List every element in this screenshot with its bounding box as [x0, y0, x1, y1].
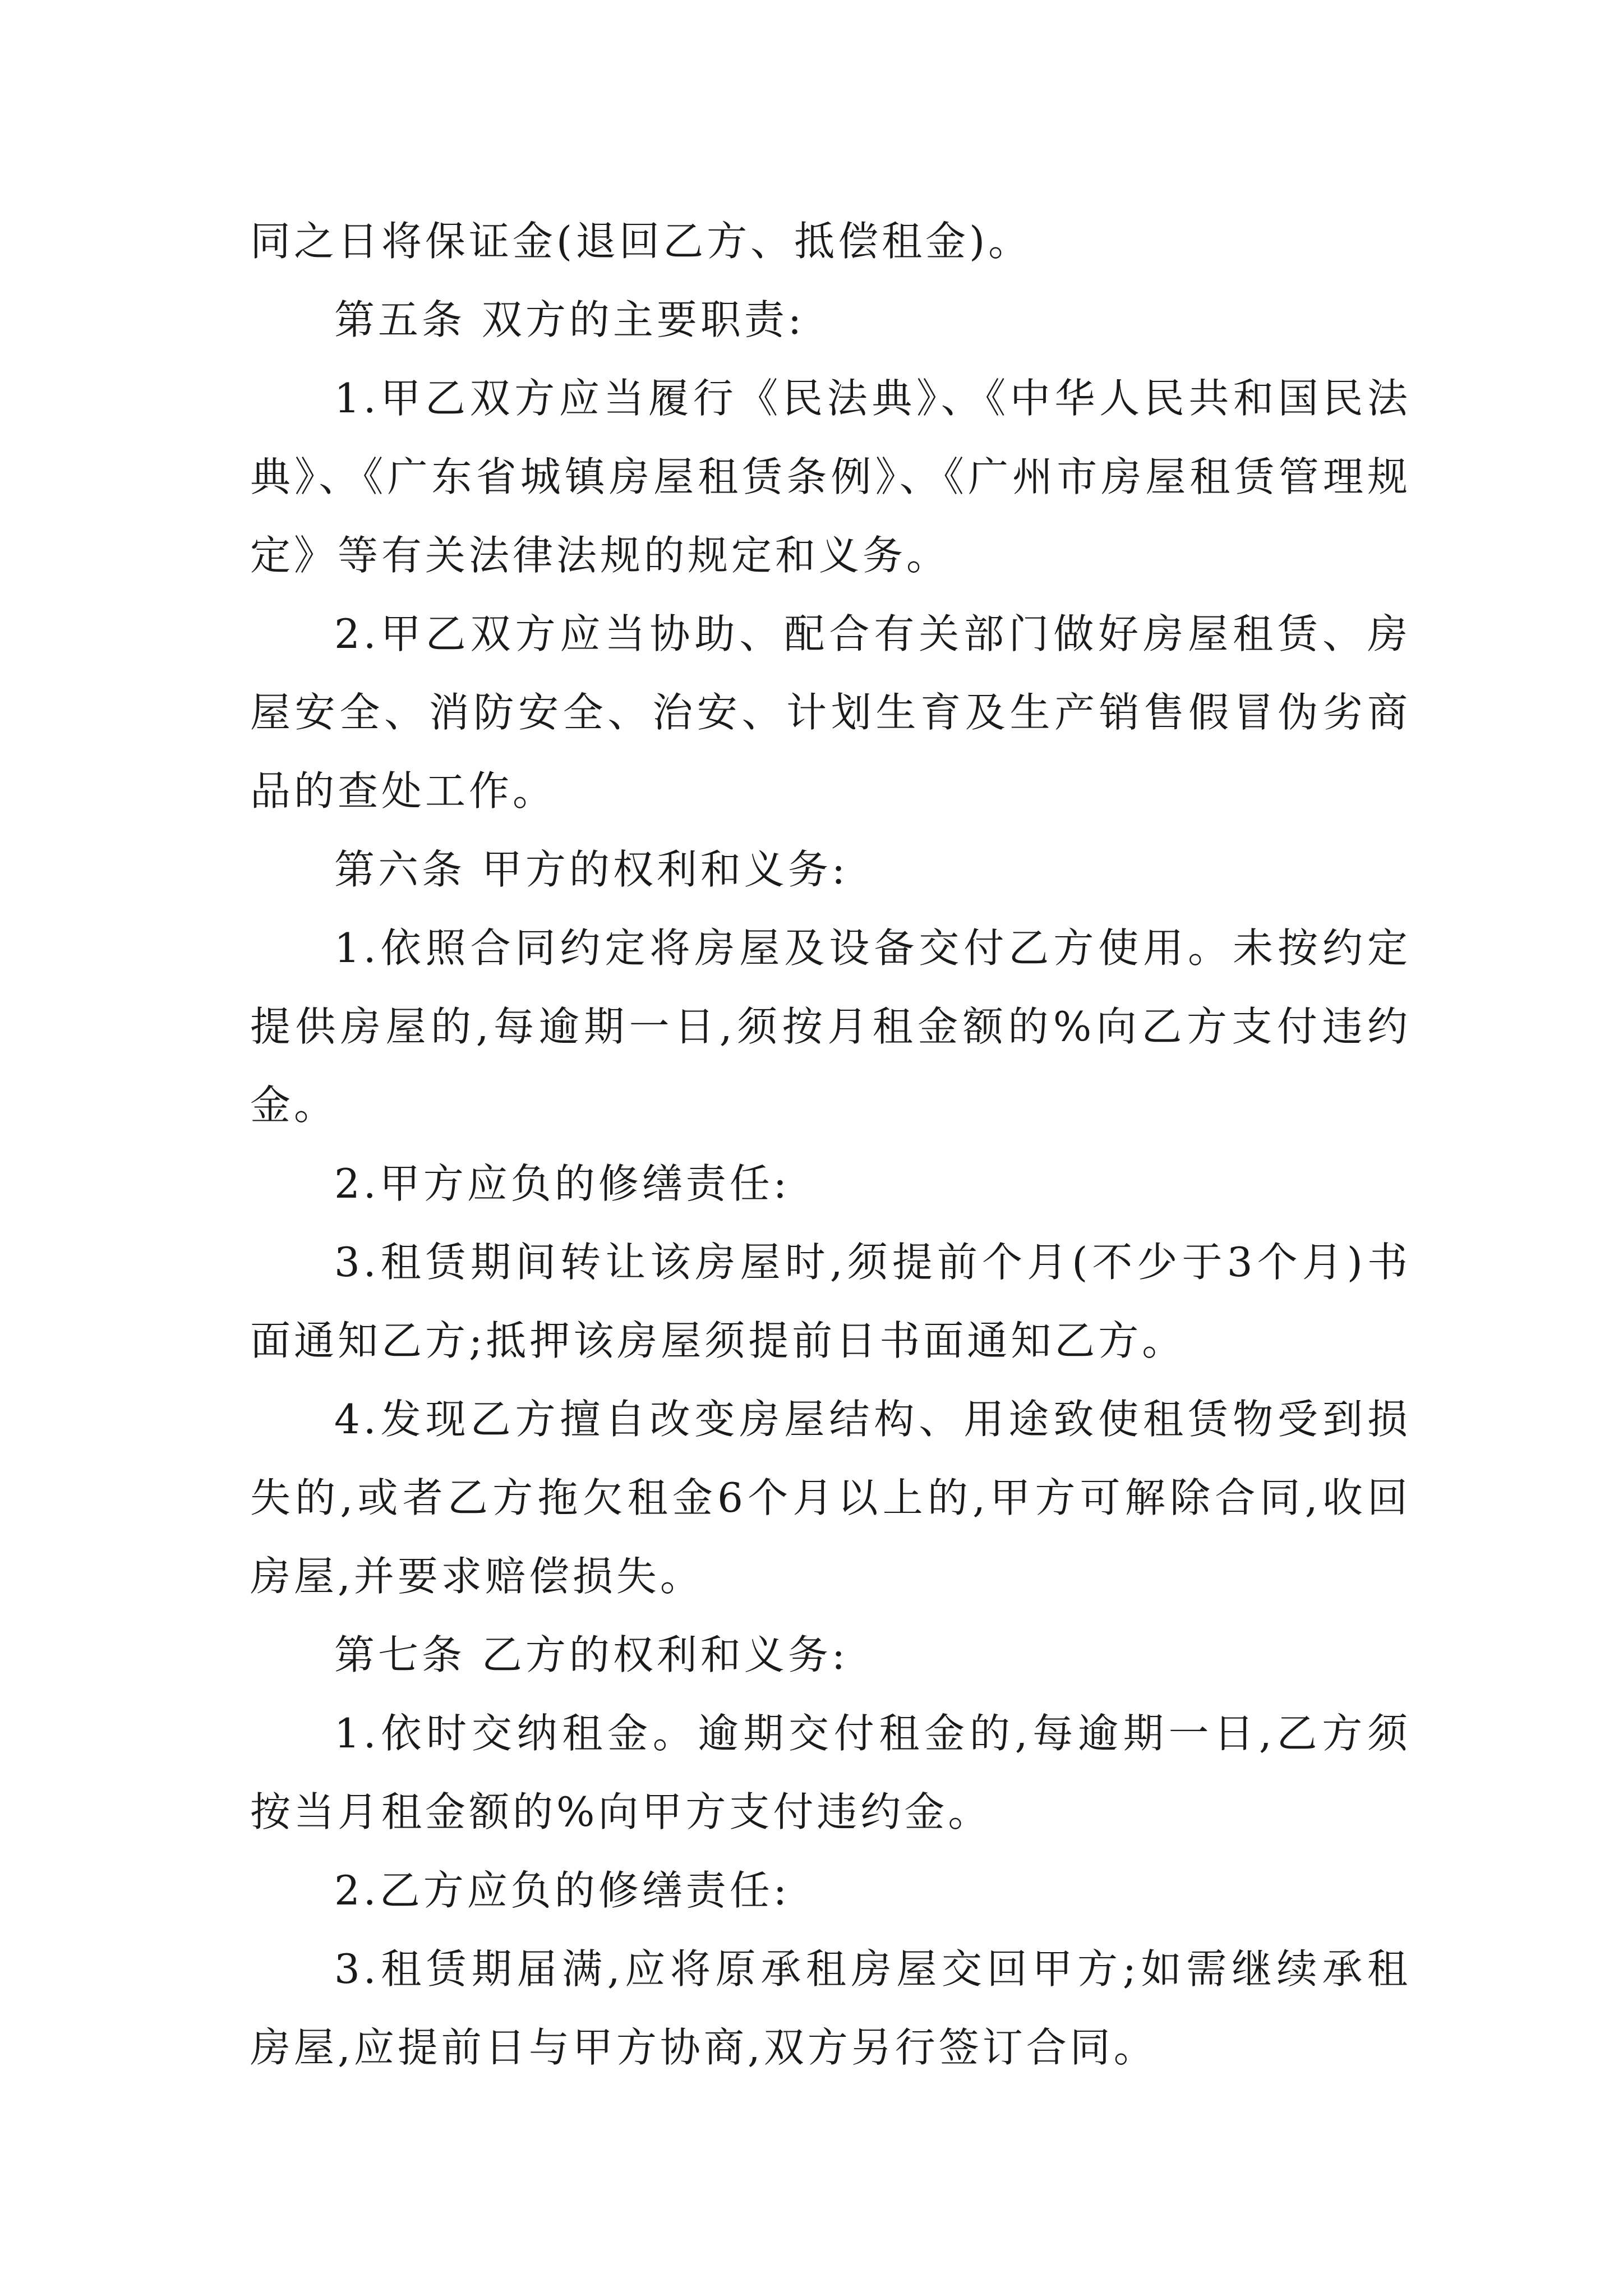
- section-heading: 第五条 双方的主要职责:: [334, 296, 805, 343]
- paragraph: 同之日将保证金(退回乙方、抵偿租金)。: [250, 218, 1032, 265]
- paragraph: 4.发现乙方擅自改变房屋结构、用途致使租赁物受到损失的,或者乙方拖欠租金6个月以上的,甲方可解除合同,收回房屋,并要求赔偿损失。: [250, 1396, 1411, 1600]
- section-heading: 第六条 甲方的权利和义务:: [334, 846, 849, 893]
- paragraph: 1.依照合同约定将房屋及设备交付乙方使用。未按约定提供房屋的,每逾期一日,须按月租金额的%向乙方支付违约金。: [250, 924, 1411, 1129]
- paragraph: 3.租赁期届满,应将原承租房屋交回甲方;如需继续承租房屋,应提前日与甲方协商,双方另行签订合同。: [250, 1945, 1411, 2071]
- paragraph: 1.甲乙双方应当履行《民法典》、《中华人民共和国民法典》、《广东省城镇房屋租赁条例》、《广州市房屋租赁管理规定》等有关法律法规的规定和义务。: [250, 375, 1411, 579]
- paragraph: 2.甲乙双方应当协助、配合有关部门做好房屋租赁、房屋安全、消防安全、治安、计划生育及生产销售假冒伪劣商品的查处工作。: [250, 610, 1411, 815]
- paragraph: 2.乙方应负的修缮责任:: [334, 1867, 790, 1914]
- document-body: [250, 202, 1411, 2087]
- paragraph: 2.甲方应负的修缮责任:: [334, 1160, 790, 1207]
- section-heading: 第七条 乙方的权利和义务:: [334, 1631, 849, 1678]
- paragraph: 3.租赁期间转让该房屋时,须提前个月(不少于3个月)书面通知乙方;抵押该房屋须提前日书面通知乙方。: [250, 1239, 1411, 1364]
- paragraph: 1.依时交纳租金。逾期交付租金的,每逾期一日,乙方须按当月租金额的%向甲方支付违约金。: [250, 1710, 1411, 1835]
